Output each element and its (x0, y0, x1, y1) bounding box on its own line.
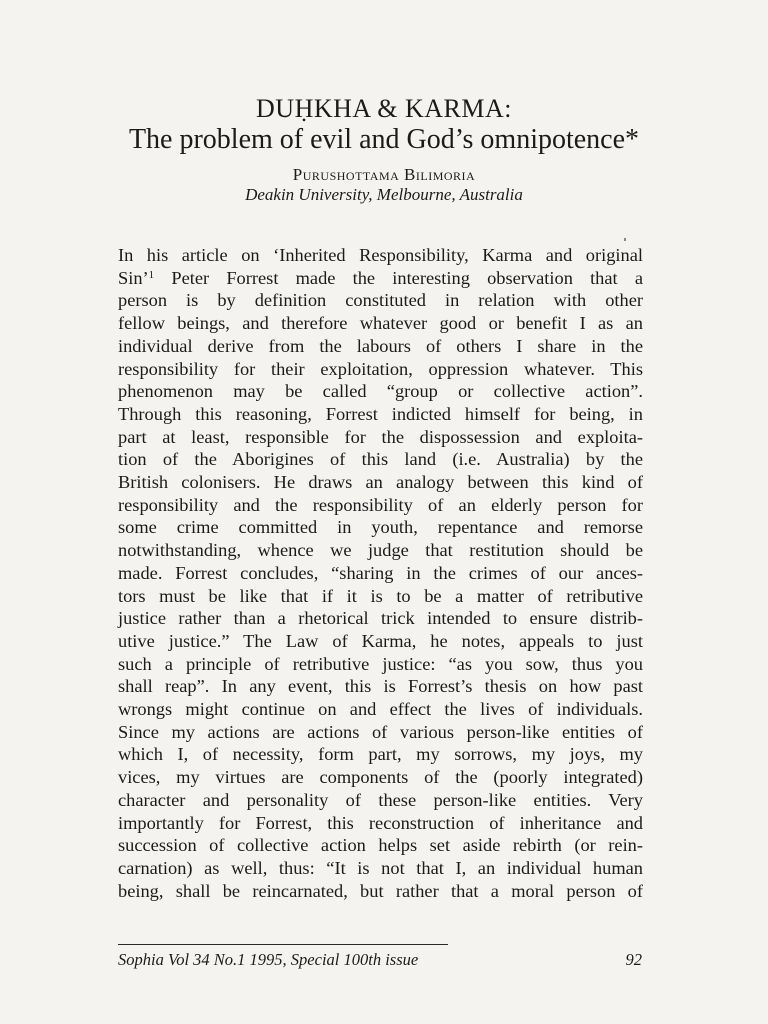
body-line: individual derive from the labours of others I share in the (118, 335, 643, 356)
body-line: justice rather than a rhetorical trick intended to ensure distrib- (118, 608, 643, 629)
body-line: person is by definition constituted in relation with other (118, 290, 643, 311)
body-line: responsibility for their exploitation, oppression whatever. This (118, 358, 643, 379)
body-line: Through this reasoning, Forrest indicted himself for being, in (118, 403, 643, 424)
body-line (118, 267, 643, 290)
body-line: In his article on ‘Inherited Responsibility, Karma and original (118, 245, 643, 265)
body-line: British colonisers. He draws an analogy between this kind of (118, 472, 643, 493)
body-line: made. Forrest concludes, “sharing in the crimes of our ances- (118, 562, 643, 583)
body-line: notwithstanding, whence we judge that restitution should be (118, 540, 643, 561)
footer-rule (118, 944, 448, 945)
body-line: succession of collective action helps set aside rebirth (or rein- (118, 835, 643, 856)
body-line: wrongs might continue on and effect the lives of individuals. (118, 699, 643, 720)
article-title-line2: The problem of evil and God’s omnipotence* (128, 124, 640, 155)
author-affiliation: Deakin University, Melbourne, Australia (245, 185, 523, 204)
footer-journal-citation: Sophia Vol 34 No.1 1995, Special 100th issue (118, 950, 419, 969)
page-number: 92 (625, 950, 642, 969)
body-line: importantly for Forrest, this reconstruction of inheritance and (118, 812, 643, 833)
body-line: tors must be like that if it is to be a matter of retributive (118, 585, 643, 606)
article-title-line1: DUḤKHA & KARMA: (256, 94, 512, 123)
body-line: carnation) as well, thus: “It is not that I, an individual human (118, 857, 643, 878)
body-line: Since my actions are actions of various person-like entities of (118, 721, 643, 742)
body-line: part at least, responsible for the dispossession and exploita- (118, 426, 643, 447)
line-rest: Peter Forrest made the interesting observation that a (154, 267, 643, 288)
footnote-reference[interactable]: 1 (148, 268, 155, 281)
author-name: Purushottama Bilimoria (292, 165, 476, 184)
body-line: utive justice.” The Law of Karma, he notes, appeals to just (118, 630, 643, 651)
body-line: phenomenon may be called “group or collective action”. (118, 381, 643, 402)
scan-mark (624, 238, 626, 241)
body-line: vices, my virtues are components of the (poorly integrated) (118, 767, 643, 788)
body-line: such a principle of retributive justice: “as you sow, thus you (118, 653, 643, 674)
body-line: being, shall be reincarnated, but rather that a moral person of (118, 880, 643, 901)
body-line: which I, of necessity, form part, my sorrows, my joys, my (118, 744, 643, 765)
body-line: tion of the Aborigines of this land (i.e. Australia) by the (118, 449, 643, 470)
body-line: shall reap”. In any event, this is Forrest’s thesis on how past (118, 676, 643, 697)
body-line: fellow beings, and therefore whatever good or benefit I as an (118, 313, 643, 334)
body-line: responsibility and the responsibility of an elderly person for (118, 494, 643, 515)
line-prefix: Sin’ (118, 267, 149, 288)
body-paragraph (118, 244, 643, 902)
body-line: some crime committed in youth, repentance and remorse (118, 517, 643, 538)
body-line: character and personality of these person-like entities. Very (118, 789, 643, 810)
